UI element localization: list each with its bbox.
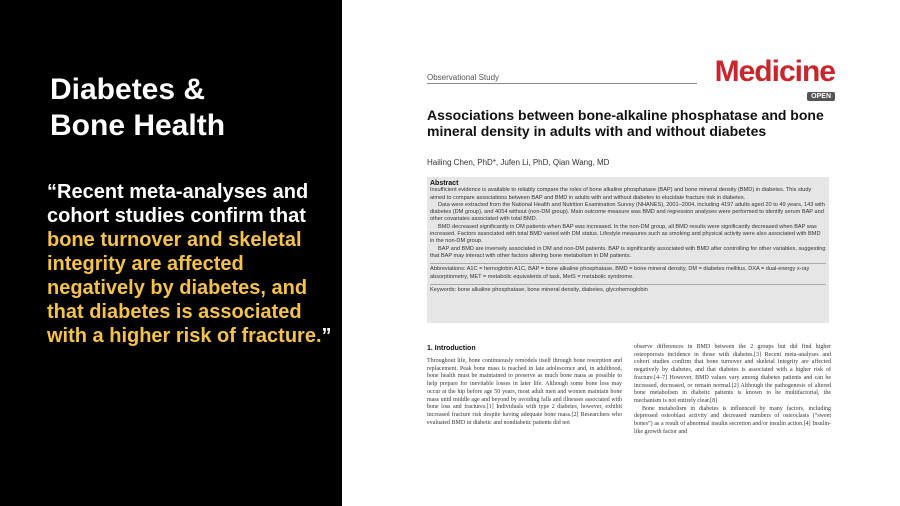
abstract-paragraph: BMD decreased significantly in DM patients when BAP was increased. In the non-DM group, all BMD results were significantly decreased when BAP was increased. Factors associated with total BMD varied with DM status. Lifestyle measures such as smoking and physical activity were also associated with BMD in the non-DM group.	[430, 223, 821, 245]
abstract-paragraph: Data were extracted from the National Health and Nutrition Examination Survey (NHANES), 2001–2004, including 4197 adults aged 20 to 49 years, 143 with diabetes (DM group), and 4054 without (non-DM group). Main outcome measure was BMD and regression analyses were performed to identify serum BAP and other covariates associated with total BMD.	[430, 201, 825, 223]
abstract-paragraph: Insufficient evidence is available to reliably compare the roles of bone alkaline phosphatase (BAP) and bone mineral density (BMD) in diabetes. This study aimed to compare associations between BAP and BMD in adults with and without diabetes to elucidate fracture risk in diabetes.	[430, 187, 812, 201]
abstract-heading: Abstract	[430, 180, 459, 187]
intro-heading: 1. Introduction	[427, 345, 476, 352]
slide-title-line2: Bone Health	[50, 109, 226, 142]
abstract-box	[427, 177, 829, 323]
paper-panel	[342, 0, 900, 506]
open-access-badge: OPEN	[807, 92, 835, 101]
quote-highlight: bone turnover and skeletal integrity are affected negatively by diabetes, and that diabetes is associated with a higher risk of fracture.	[47, 229, 322, 347]
journal-logo: Medicine	[714, 55, 835, 88]
slide-title	[50, 72, 225, 144]
body-paragraph: Bone metabolism in diabetes is influenced by many factors, including depressed osteoblast activity and decreased numbers of osteoclasts (“sweet bones”) as a result of abnormal insulin secretion and/or insulin action.[4] Insulin-like growth factor and	[634, 405, 831, 435]
section-label: Observational Study	[427, 73, 697, 84]
paper-authors: Hailing Chen, PhD*, Jufen Li, PhD, Qian Wang, MD	[427, 158, 610, 167]
abbreviations: Abbreviations: A1C = hemoglobin A1C, BAP = bone alkaline phosphatase, BMD = bone mineral density, DM = diabetes mellitus, DXA = dual-energy x-ray absorptiometry, MET = metabolic equivalents of task, MetS = metabolic syndrome.	[430, 263, 826, 281]
body-column-left	[427, 358, 622, 427]
slide-title-line1: Diabetes &	[50, 73, 206, 106]
slide-quote	[47, 180, 337, 348]
keywords: Keywords: bone alkaline phosphatase, bone mineral density, diabetes, glycohemoglobin	[430, 284, 826, 294]
quote-close: ”	[321, 325, 332, 347]
quote-text: “Recent meta-analyses and cohort studies confirm that	[47, 181, 309, 227]
body-paragraph: observe differences in BMD between the 2 groups but did find higher osteoporosis incidence in those with diabetes.[3] Recent meta-analyses and cohort studies confirm that bone turnover and skeletal integrity are affected negatively by diabetes, and that diabetes is associated with a higher risk of fracture.[4–7] However, BMD values vary among diabetes patients and can be increased, decreased, or remain normal.[2] Although the pathogenesis of altered bone metabolism in diabetic patients is known to be multifactorial, the mechanism is not entirely clear.[8]	[634, 344, 831, 404]
body-paragraph: Throughout life, bone continuously remodels itself through bone resorption and replacement. Peak bone mass is reached in late adolescence and, in adulthood, bone health must be maintained to preserve as much bone mass as possible to help prepare for inevitable losses in later life. Although some bone loss may occur at the hip before age 50 years, most adult men and women maintain bone mass until middle age and beyond by avoiding falls and illnesses associated with bone loss and fractures.[1] Individuals with type 2 diabetes, however, exhibit increased fracture risk despite having adequate bone mass.[2] Researchers who evaluated BMD in diabetic and nondiabetic patients did not	[427, 358, 622, 426]
body-column-right	[634, 344, 831, 436]
paper-title: Associations between bone-alkaline phosphatase and bone mineral density in adults with and without diabetes	[427, 107, 824, 139]
quote-panel	[0, 0, 342, 506]
abstract-paragraph: BAP and BMD are inversely associated in DM and non-DM patients. BAP is significantly associated with BMD after controlling for other variables, suggesting that BAP may interact with other factors altering bone metabolism in DM patients.	[430, 245, 826, 259]
